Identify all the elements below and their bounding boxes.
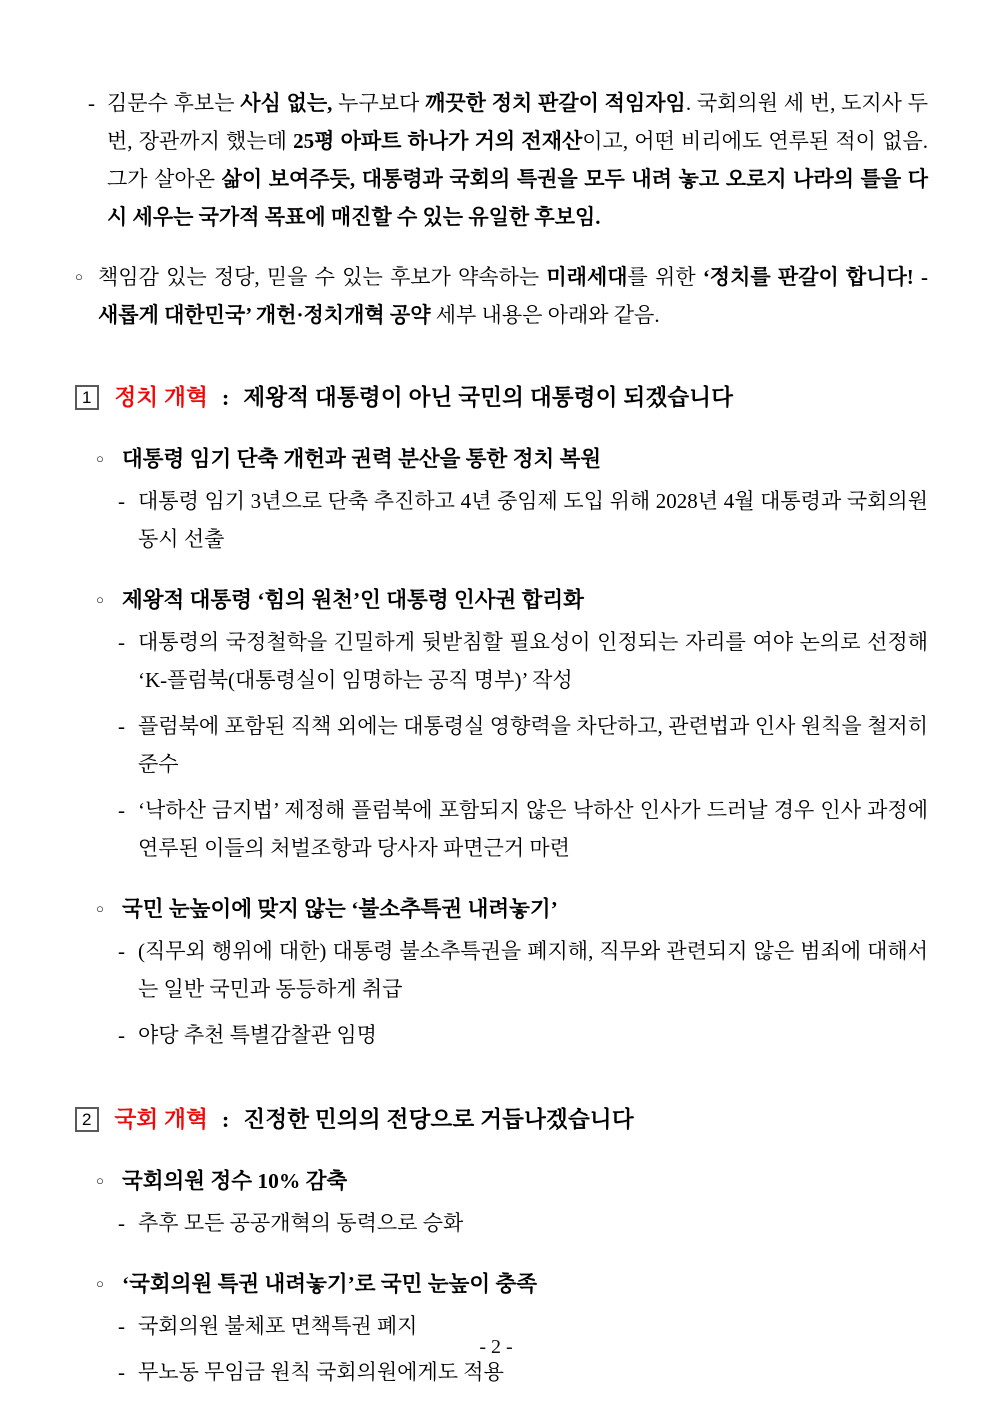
list-item-text: (직무외 행위에 대한) 대통령 불소추특권을 폐지해, 직무와 관련되지 않은 범죄에 대해서는 일반 국민과 동등하게 취급 <box>138 939 928 1001</box>
text-run: 깨끗한 정치 판갈이 적임자임 <box>425 91 686 115</box>
subsection-heading <box>96 1162 928 1200</box>
section-title-red: 정치 개혁 <box>114 385 209 410</box>
section-title-rest: 진정한 민의의 전당으로 거듭나겠습니다 <box>243 1107 634 1132</box>
intro-paragraph-text <box>107 84 928 236</box>
dash-bullet: - <box>118 1360 125 1384</box>
circle-bullet: ○ <box>96 592 104 607</box>
circle-bullet: ○ <box>96 1173 104 1188</box>
text-run: 25평 아파트 하나가 거의 전재산 <box>293 129 583 153</box>
list-item-text: ‘낙하산 금지법’ 제정해 플럼북에 포함되지 않은 낙하산 인사가 드러날 경우 인사 과정에 연루된 이들의 처벌조항과 당사자 파면근거 마련 <box>138 798 928 860</box>
dash-bullet: - <box>118 714 125 738</box>
subsection-heading-text: 국민 눈높이에 맞지 않는 ‘불소추특권 내려놓기’ <box>122 897 558 921</box>
text-run: 김문수 후보는 <box>107 91 241 115</box>
text-run: 미래세대 <box>546 265 628 289</box>
dash-bullet: - <box>118 630 125 654</box>
circle-bullet: ○ <box>96 1276 104 1291</box>
subsection-heading-text: 국회의원 정수 10% 감축 <box>122 1169 348 1193</box>
list-item-text: 추후 모든 공공개혁의 동력으로 승화 <box>138 1211 464 1235</box>
subsection-heading <box>96 581 928 619</box>
text-run: 책임감 있는 정당, 믿을 수 있는 후보가 약속하는 <box>98 265 547 289</box>
list-item <box>118 791 928 867</box>
subsection-heading-text: 대통령 임기 단축 개헌과 권력 분산을 통한 정치 복원 <box>122 447 602 471</box>
dash-bullet: - <box>118 1023 125 1047</box>
text-run: 세부 내용은 아래와 같음. <box>430 303 660 327</box>
dash-bullet: - <box>118 489 125 513</box>
list-item <box>118 623 928 699</box>
list-item-text: 국회의원 불체포 면책특권 폐지 <box>138 1314 418 1338</box>
dash-bullet: - <box>118 1314 125 1338</box>
section-title-separator: : <box>221 1107 230 1132</box>
list-item <box>118 1016 928 1054</box>
list-item <box>118 932 928 1008</box>
section-title-rest: 제왕적 대통령이 아닌 국민의 대통령이 되겠습니다 <box>243 385 734 410</box>
section-heading-political-reform <box>75 379 928 417</box>
section-title-separator: : <box>221 385 230 410</box>
promise-paragraph <box>75 258 928 334</box>
dash-bullet: - <box>88 91 95 115</box>
circle-bullet: ○ <box>75 269 83 284</box>
text-run: 누구보다 <box>332 91 426 115</box>
list-item <box>118 482 928 558</box>
text-run: 사심 없는, <box>240 91 333 115</box>
list-item-text: 무노동 무임금 원칙 국회의원에게도 적용 <box>138 1360 504 1384</box>
text-run: . 국회의원 세 번, 도지사 두 번, 장관까지 했는데 <box>107 91 929 153</box>
circle-bullet: ○ <box>96 901 104 916</box>
text-run: 삶이 보여주듯, 대통령과 국회의 특권을 모두 내려 놓고 오로지 나라의 틀을 다시 세우는 국가적 목표에 매진할 수 있는 유일한 후보임. <box>107 167 928 229</box>
section-number-box: 2 <box>75 1107 99 1132</box>
list-item-text: 플럼북에 포함된 직책 외에는 대통령실 영향력을 차단하고, 관련법과 인사 원칙을 철저히 준수 <box>138 714 928 776</box>
dash-bullet: - <box>118 1211 125 1235</box>
subsection-heading <box>96 440 928 478</box>
text-run: 를 위한 <box>627 265 703 289</box>
dash-bullet: - <box>118 939 125 963</box>
list-item <box>118 707 928 783</box>
page-number: - 2 - <box>479 1336 513 1358</box>
subsection-heading <box>96 890 928 928</box>
list-item <box>118 1204 928 1242</box>
intro-paragraph <box>88 84 928 236</box>
list-item-text: 야당 추천 특별감찰관 임명 <box>138 1023 377 1047</box>
list-item-text: 대통령의 국정철학을 긴밀하게 뒷받침할 필요성이 인정되는 자리를 여야 논의로 선정해 ‘K-플럼북(대통령실이 임명하는 공직 명부)’ 작성 <box>138 630 928 692</box>
section-title-red: 국회 개혁 <box>114 1107 209 1132</box>
section-heading-assembly-reform <box>75 1101 928 1139</box>
subsection-heading <box>96 1265 928 1303</box>
subsection-heading-text: ‘국회의원 특권 내려놓기’로 국민 눈높이 충족 <box>122 1272 538 1296</box>
promise-paragraph-text <box>98 258 928 334</box>
text-run: 이고, 어떤 비리에도 연루된 적이 없음. 그가 살아온 <box>107 129 928 191</box>
list-item-text: 대통령 임기 3년으로 단축 추진하고 4년 중임제 도입 위해 2028년 4월 대통령과 국회의원 동시 선출 <box>138 489 928 551</box>
section-number-box: 1 <box>75 385 99 410</box>
circle-bullet: ○ <box>96 451 104 466</box>
subsection-heading-text: 제왕적 대통령 ‘힘의 원천’인 대통령 인사권 합리화 <box>122 588 584 612</box>
text-run: ‘정치를 판갈이 합니다! - 새롭게 대한민국’ 개헌·정치개혁 공약 <box>98 265 928 327</box>
dash-bullet: - <box>118 798 125 822</box>
